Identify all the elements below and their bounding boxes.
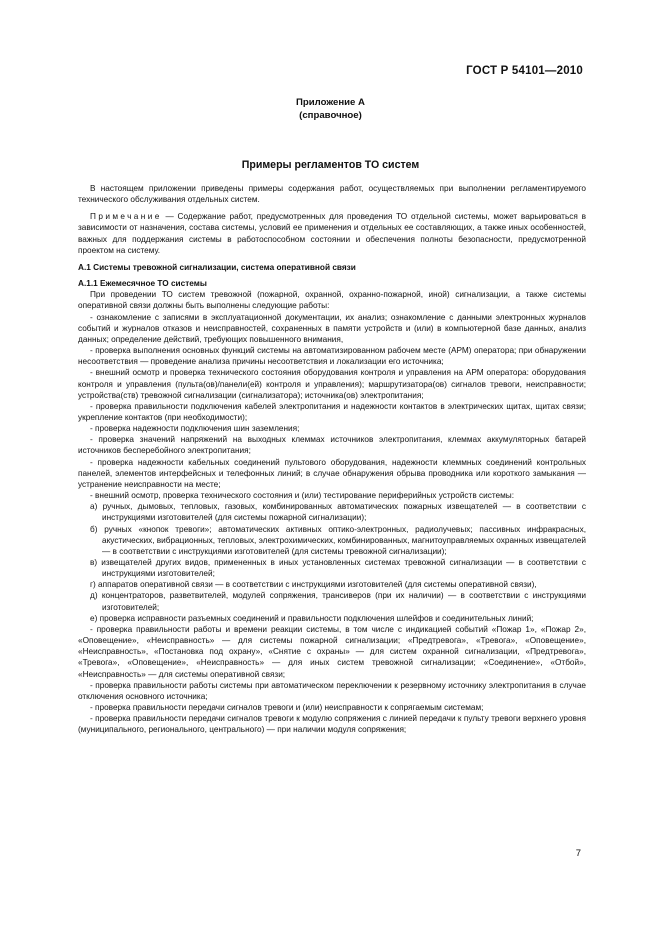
list-item: - проверка надежности подключения шин заземления; bbox=[90, 424, 300, 434]
list-item: - проверка правильности передачи сигналов тревоги к модулю сопряжения с линией передачи к пульту тревоги верхнего уровня (муниципального, регионального, центрального) — при наличии модуля сопряжения; bbox=[78, 714, 586, 735]
standard-number: ГОСТ Р 54101—2010 bbox=[466, 65, 583, 77]
document-title: Примеры регламентов ТО систем bbox=[241, 159, 420, 171]
note-label: Примечание bbox=[90, 212, 162, 222]
document-body bbox=[78, 183, 586, 736]
enum-item: г) аппаратов оперативной связи — в соответствии с инструкциями изготовителей (для системы оперативной связи), bbox=[90, 580, 537, 590]
list-item: - проверка правильности работы системы при автоматическом переключении к резервному источнику электропитания в случае отключения основного источника; bbox=[78, 680, 586, 701]
enum-item: е) проверка исправности разъемных соединений и правильности подключения шлейфов и соединительных линий; bbox=[90, 613, 534, 623]
note-paragraph bbox=[78, 211, 586, 256]
list-item: - проверка правильности работы и времени реакции системы, в том числе с индикацией событий «Пожар 1», «Пожар 2», «Оповещение», «Неисправность» — для системы пожарной сигнализации; «Предтревога», «Тревога», «Оповещение», «Неисправность», «Постановка под охрану», «Снятие с охраны» — для систем охранной сигнализации, «Предтревога», «Тревога», «Оповещение», «Неисправность» — для иных систем тревожной сигнализации; «Соединение», «Отбой», «Неисправность» — для системы оперативной связи; bbox=[78, 624, 586, 679]
intro-paragraph: В настоящем приложении приведены примеры содержания работ, осуществляемых при выполнении регламентируемого технического обслуживания отдельных систем. bbox=[78, 184, 586, 205]
subsection-heading: А.1.1 Ежемесячное ТО системы bbox=[78, 279, 207, 289]
appendix-subtitle: (справочное) bbox=[299, 110, 362, 121]
section-heading: А.1 Системы тревожной сигнализации, система оперативной связи bbox=[78, 262, 356, 272]
enum-item: д) концентраторов, разветвителей, модулей сопряжения, трансиверов (при их наличии) — в соответствии с инструкциями изготовителей; bbox=[90, 591, 586, 612]
list-item: - ознакомление с записями в эксплуатационной документации, их анализ; ознакомление с данными электронных журналов событий и журналов отказов и неисправностей, сохраненных в памяти устройств и (или) в компьютерной базе данных, анализ данных; определение действий, требующих повышенного внимания, bbox=[78, 312, 586, 344]
appendix-title: Приложение А bbox=[296, 97, 365, 108]
enum-item: а) ручных, дымовых, тепловых, газовых, комбинированных автоматических пожарных извещателей — в соответствии с инструкциями изготовителей (для системы пожарной сигнализации); bbox=[90, 502, 586, 523]
list-item: - проверка значений напряжений на выходных клеммах источников электропитания, клеммах аккумуляторных батарей источников бесперебойного электропитания; bbox=[78, 435, 586, 456]
list-item: - внешний осмотр, проверка технического состояния и (или) тестирование периферийных устройств системы: bbox=[90, 491, 515, 501]
list-item: - проверка правильности передачи сигналов тревоги и (или) неисправности к сопрягаемым системам; bbox=[90, 703, 484, 713]
page-number: 7 bbox=[575, 848, 581, 859]
note-text: — Содержание работ, предусмотренных для проведения ТО отдельной системы, может варьироваться в зависимости от назначения, состава системы, условий ее применения и отдельных ее составляющих, а также иных особенностей, важных для поддержания системы в работоспособном состоянии и обеспечения полноты безопасности, предусмотренной проектом на систему. bbox=[78, 212, 586, 255]
list-item: - проверка надежности кабельных соединений пультового оборудования, надежности клеммных соединений контрольных панелей, элементов интерфейсных и телефонных линий; в случае обнаружения обрыва проводника или короткого замыкания — устранение неисправности на месте; bbox=[78, 457, 586, 489]
list-item: - проверка выполнения основных функций системы на автоматизированном рабочем месте (АРМ) оператора; при обнаружении несоответствия — проведение анализа причины несоответствия и локализации его источника; bbox=[78, 346, 586, 367]
enum-item: б) ручных «кнопок тревоги»; автоматических активных оптико-электронных, радиолучевых; пассивных инфракрасных, акустических, вибрационных, тепловых, электрохимических, комбинированных, магнитоуправляемых охранных извещателей — в соответствии с инструкциями изготовителей (для системы тревожной сигнализации); bbox=[90, 524, 586, 556]
appendix-heading bbox=[0, 96, 661, 122]
list-item: - проверка правильности подключения кабелей электропитания и надежности контактов в электрических щитах, щитах связи; укрепление контактов (при необходимости); bbox=[78, 401, 586, 422]
enum-item: в) извещателей других видов, примененных в иных установленных системах тревожной сигнализации — в соответствии с инструкциями изготовителей; bbox=[90, 558, 586, 579]
section-lead: При проведении ТО систем тревожной (пожарной, охранной, охранно-пожарной, иной) сигнализации, а также системы оперативной связи должны быть выполнены следующие работы: bbox=[78, 290, 586, 311]
list-item: - внешний осмотр и проверка технического состояния оборудования контроля и управления на АРМ оператора: оборудования контроля и управления (пульта(ов)/панели(ей) контроля и управления); маршрутизатора(ов) сигналов тревоги, неисправности; устройства(ств) тревожной сигнализации (сигнализатора); источника(ов) электропитания; bbox=[78, 368, 586, 400]
